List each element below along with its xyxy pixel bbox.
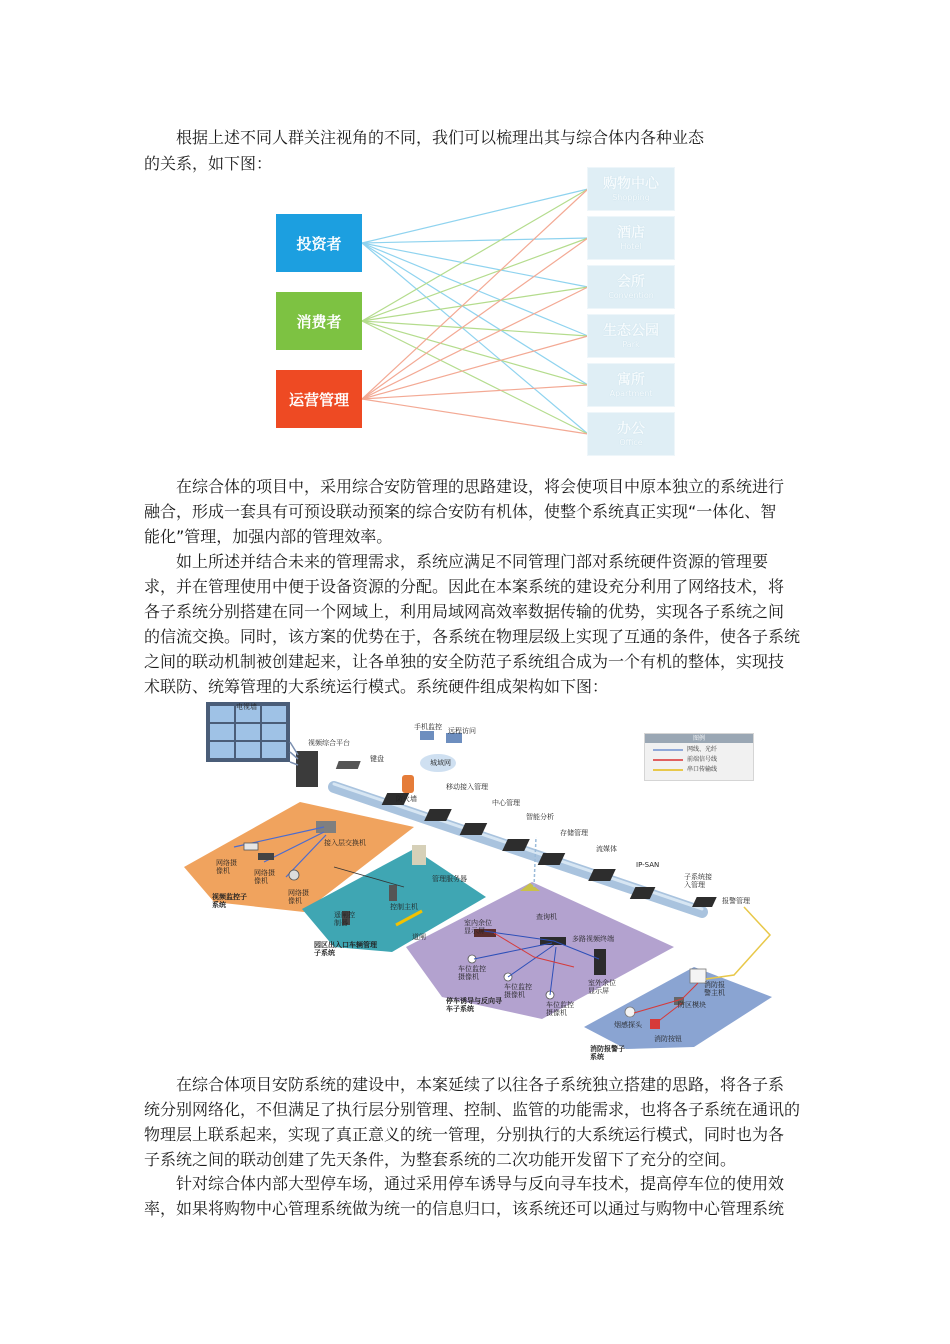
para-line: 求，并在管理使用中便于设备资源的分配。因此在本案系统的建设充分利用了网络技术，将	[144, 577, 785, 596]
paragraph-subsystems	[144, 1072, 808, 1172]
relation-line	[362, 321, 588, 336]
left-box-label: 投资者	[296, 234, 342, 253]
label-mgmt-server: 管理服务器	[432, 875, 467, 883]
legend-swatch	[653, 759, 683, 761]
para-line: 物理层上联系起来，实现了真正意义的统一管理，分别执行的大系统运行模式，同时也为各	[144, 1125, 785, 1144]
legend	[644, 733, 754, 781]
para-line: 在综合体的项目中，采用综合安防管理的思路建设，将会使项目中原本独立的系统进行	[176, 477, 785, 496]
label-indoor-display: 室内余位显示屏	[464, 919, 492, 935]
para-line: 率，如果将购物中心管理系统做为统一的信息归口，该系统还可以通过与购物中心管理系统	[144, 1199, 785, 1218]
legend-swatch	[653, 769, 683, 771]
para-line: 各子系统分别搭建在同一个网域上，利用局域网高效率数据传输的优势，实现各子系统之间	[144, 602, 785, 621]
label-net-camera: 网络摄像机	[288, 889, 309, 905]
left-box-operations	[276, 370, 362, 428]
right-box-label: 会所	[617, 273, 645, 290]
label-fire-host: 消防报警主机	[704, 981, 725, 997]
label-smoke-detector: 烟感探头	[614, 1021, 642, 1029]
right-box-label: 酒店	[617, 224, 645, 241]
architecture-diagram	[174, 697, 778, 1067]
legend-label: 网线、光纤	[687, 746, 718, 753]
label-firewall: 防火墙	[396, 795, 417, 803]
right-box-office	[588, 413, 674, 455]
label-outdoor-display: 室外余位显示屏	[588, 979, 616, 995]
right-box-sublabel: Convention	[608, 290, 654, 300]
label-wan: 城域网	[430, 759, 451, 767]
left-box-label: 运营管理	[288, 390, 349, 409]
relation-line	[362, 238, 588, 243]
para-line: 统分别网络化，不但满足了执行层分别管理、控制、监管的功能需求，也将各子系统在通讯的	[144, 1100, 801, 1119]
relation-line	[362, 189, 588, 321]
label-entrance-subsystem: 园区出入口车辆管理子系统	[314, 941, 377, 957]
mgmt-server-icon	[412, 845, 426, 865]
label-multi-decoder: 多路视频终端	[572, 935, 614, 943]
right-box-shopping	[588, 168, 674, 210]
label-controller: 控制主机	[390, 903, 418, 911]
platform-server-icon	[296, 751, 318, 787]
camera-icon	[244, 843, 258, 850]
label-smart-analysis: 智能分析	[526, 813, 554, 821]
relation-line	[362, 385, 588, 399]
label-remote-control: 遥闸控制器	[334, 911, 355, 927]
right-box-label: 生态公园	[603, 322, 659, 339]
legend-item	[653, 746, 717, 754]
left-box-investor	[276, 214, 362, 272]
label-mobile-access: 移动接入管理	[446, 783, 488, 791]
label-alarm-mgmt: 报警管理	[722, 897, 750, 905]
right-box-hotel	[588, 217, 674, 259]
paragraph-network	[144, 549, 808, 699]
label-gate: 道闸	[412, 933, 426, 941]
paragraph-parking	[144, 1171, 808, 1221]
label-parking-subsystem: 停车诱导与反向寻车子系统	[446, 997, 502, 1013]
laptop-icon	[420, 731, 434, 740]
paragraph-integration	[144, 474, 808, 549]
right-box-park	[588, 315, 674, 357]
label-access-switch: 接入层交换机	[324, 839, 366, 847]
label-net-camera: 网络摄像机	[216, 859, 237, 875]
label-video-subsystem: 视频监控子系统	[212, 893, 247, 909]
left-box-label: 消费者	[296, 312, 342, 331]
label-video-wall: 电视墙	[236, 703, 257, 711]
legend-item	[653, 756, 717, 764]
para-line: 的关系，如下图：	[144, 154, 273, 173]
label-mobile-monitor: 手机监控	[414, 723, 442, 731]
relation-line	[362, 189, 588, 243]
relation-line	[362, 238, 588, 321]
para-line: 融合，形成一套具有可预设联动预案的综合安防有机体，使整个系统真正实现“一体化、智	[144, 502, 777, 521]
para-line: 针对综合体内部大型停车场，通过采用停车诱导与反向寻车技术，提高停车位的使用效	[176, 1174, 785, 1193]
legend-item	[653, 766, 717, 774]
label-remote-access: 远程访问	[448, 727, 476, 735]
legend-label: 前端信号线	[687, 756, 718, 763]
label-space-camera: 车位监控摄像机	[546, 1001, 574, 1017]
firewall-icon	[402, 775, 414, 793]
right-box-sublabel: Shopping	[612, 192, 650, 202]
access-switch-icon	[316, 821, 336, 833]
right-box-label: 办公	[617, 420, 645, 437]
keyboard-icon	[336, 761, 361, 769]
label-space-camera: 车位监控摄像机	[458, 965, 486, 981]
para-line: 的信流交换。同时，该方案的优势在于，各系统在物理层级上实现了互通的条件，使各子系统	[144, 627, 801, 646]
legend-title: 图例	[645, 734, 753, 743]
label-streaming: 流媒体	[596, 845, 617, 853]
right-box-sublabel: Apartment	[609, 388, 653, 398]
legend-swatch	[653, 749, 683, 751]
label-center-mgmt: 中心管理	[492, 799, 520, 807]
right-box-label: 购物中心	[603, 175, 659, 192]
relationship-diagram	[270, 166, 690, 462]
label-query: 查询机	[536, 913, 557, 921]
dome-camera-icon	[289, 870, 299, 880]
para-line: 如上所述并结合未来的管理需求，系统应满足不同管理门部对系统硬件资源的管理要	[176, 552, 769, 571]
label-keyboard: 键盘	[370, 755, 384, 763]
para-line: 之间的联动机制被创建起来，让各单独的安全防范子系统组合成为一个有机的整体，实现技	[144, 652, 785, 671]
para-line: 在综合体项目安防系统的建设中，本案延续了以往各子系统独立搭建的思路，将各子系	[176, 1075, 785, 1094]
label-subsystem-access: 子系统接入管理	[684, 873, 712, 889]
right-box-label: 寓所	[617, 371, 645, 388]
label-fire-subsystem: 消防报警子系统	[590, 1045, 625, 1061]
label-video-platform: 视频综合平台	[308, 739, 350, 747]
para-line: 根据上述不同人群关注视角的不同，我们可以梳理出其与综合体内各种业态	[176, 128, 705, 147]
relation-line	[362, 243, 588, 336]
label-ip-san: IP-SAN	[636, 861, 660, 869]
para-line: 术联防、统筹管理的大系统运行模式。系统硬件组成架构如下图：	[144, 677, 609, 696]
label-defense-module: 防区模块	[678, 1001, 706, 1009]
legend-label: 串口传输线	[687, 766, 718, 773]
label-fire-button: 消防按钮	[654, 1035, 682, 1043]
right-box-sublabel: Office	[619, 437, 643, 447]
right-box-sublabel: Park	[622, 339, 640, 349]
relation-line	[362, 243, 588, 385]
label-space-camera: 车位监控摄像机	[504, 983, 532, 999]
server-center-icon	[424, 809, 452, 821]
camera-icon	[258, 853, 274, 860]
label-net-camera: 网络摄像机	[254, 869, 275, 885]
right-box-apartment	[588, 364, 674, 406]
smoke-detector-icon	[625, 1007, 635, 1017]
label-storage-mgmt: 存储管理	[560, 829, 588, 837]
para-line: 子系统之间的联动创建了先天条件，为整套系统的二次功能开发留下了充分的空间。	[144, 1150, 737, 1169]
para-line: 能化”管理，加强内部的管理效率。	[144, 527, 393, 546]
controller-icon	[389, 885, 397, 901]
left-box-consumer	[276, 292, 362, 350]
outdoor-display-icon	[594, 949, 606, 975]
right-box-convention	[588, 266, 674, 308]
alarm-mgmt-icon	[692, 897, 717, 907]
right-box-sublabel: Hotel	[620, 241, 642, 251]
